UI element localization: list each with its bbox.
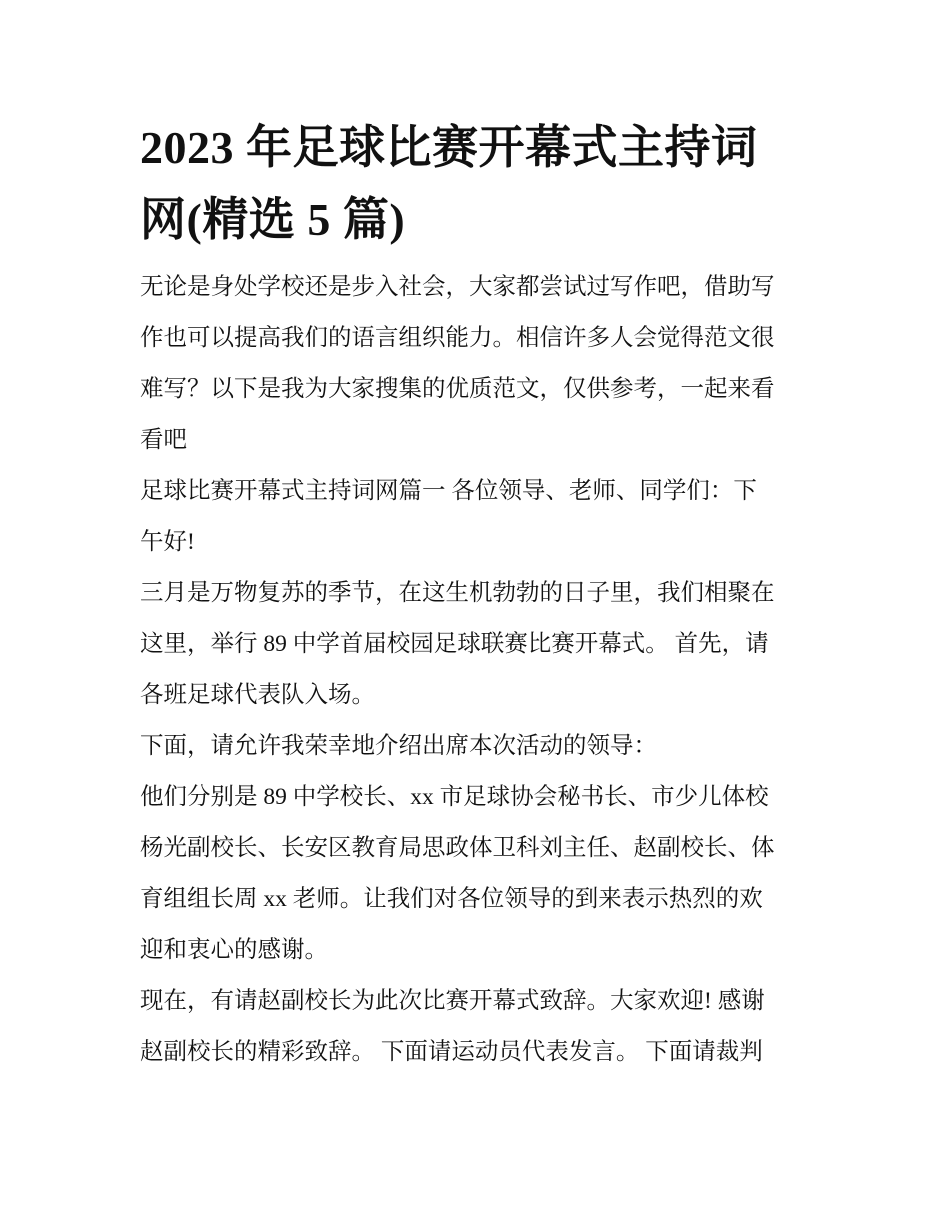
text-line: 足球比赛开幕式主持词网篇一 各位领导、老师、同学们：下 (140, 478, 757, 504)
document-title (140, 112, 812, 256)
text-line: 三月是万物复苏的季节，在这生机勃勃的日子里，我们相聚在 (140, 580, 775, 606)
text-line: 育组组长周 xx 老师。让我们对各位领导的到来表示热烈的欢 (140, 886, 763, 912)
text-line: 他们分别是 89 中学校长、xx 市足球协会秘书长、市少儿体校 (140, 784, 769, 810)
paragraph-intro (140, 262, 812, 466)
paragraph-opening (140, 568, 812, 721)
title-line-1: 2023 年足球比赛开幕式主持词 (140, 122, 758, 173)
text-line: 下面，请允许我荣幸地介绍出席本次活动的领导： (140, 733, 657, 759)
paragraph-speeches (140, 976, 812, 1078)
text-line: 这里，举行 89 中学首届校园足球联赛比赛开幕式。 首先，请 (140, 631, 769, 657)
text-line: 作也可以提高我们的语言组织能力。相信许多人会觉得范文很 (140, 325, 775, 351)
text-line: 现在，有请赵副校长为此次比赛开幕式致辞。大家欢迎! 感谢 (140, 988, 765, 1014)
text-line: 赵副校长的精彩致辞。 下面请运动员代表发言。 下面请裁判 (140, 1039, 763, 1065)
text-line: 各班足球代表队入场。 (140, 682, 375, 708)
text-line: 杨光副校长、长安区教育局思政体卫科刘主任、赵副校长、体 (140, 835, 775, 861)
title-line-2: 网(精选 5 篇) (140, 194, 406, 245)
text-line: 难写？以下是我为大家搜集的优质范文，仅供参考，一起来看 (140, 376, 775, 402)
text-line: 迎和衷心的感谢。 (140, 937, 328, 963)
document-content (140, 112, 812, 1078)
paragraph-leaders-list (140, 772, 812, 976)
text-line: 午好! (140, 529, 195, 555)
text-line: 看吧 (140, 427, 187, 453)
paragraph-section-one-greeting (140, 466, 812, 568)
paragraph-introduce-leaders (140, 721, 812, 772)
text-line: 无论是身处学校还是步入社会，大家都尝试过写作吧，借助写 (140, 274, 775, 300)
